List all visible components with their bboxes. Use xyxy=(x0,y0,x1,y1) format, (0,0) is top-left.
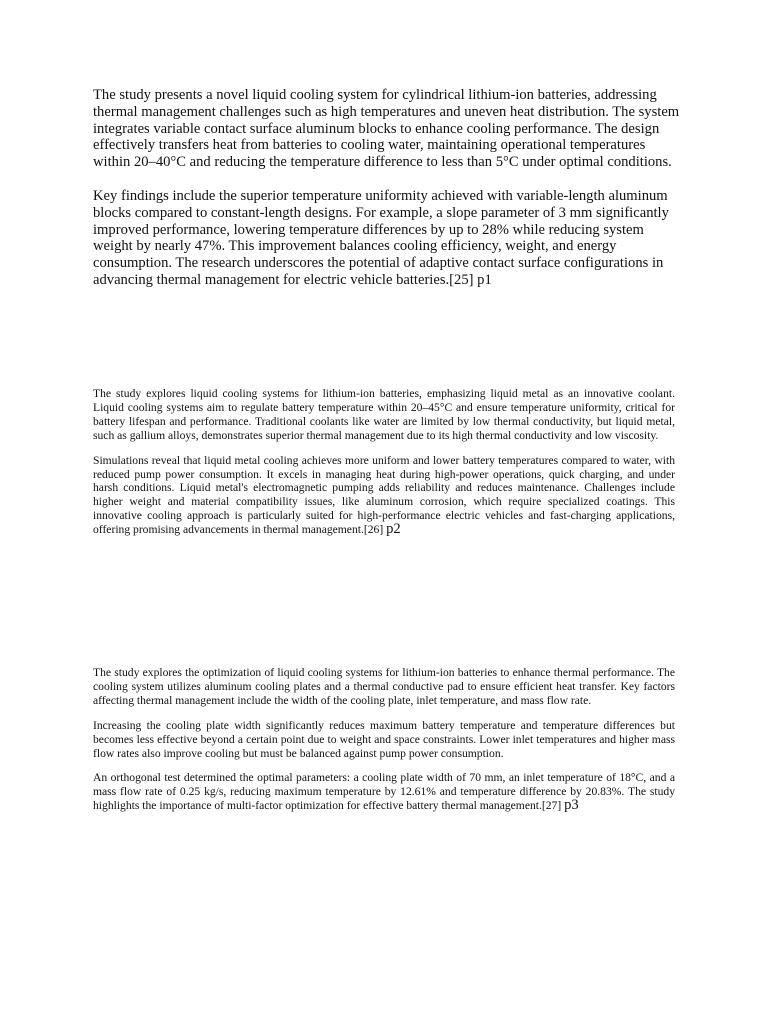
page-marker: p2 xyxy=(386,521,401,538)
paragraph: The study presents a novel liquid cooling system for cylindrical lithium-ion batteries, addressing thermal management challenges such as high temperatures and uneven heat distribution. The system integrates variable contact surface aluminum blocks to enhance cooling performance. The design effectively transfers heat from batteries to cooling water, maintaining operational temperatures within 20–40°C and reducing the temperature difference to less than 5°C under optimal conditions. xyxy=(93,87,680,171)
paragraph xyxy=(93,188,683,289)
paragraph: Increasing the cooling plate width significantly reduces maximum battery temperature and temperature differences but becomes less effective beyond a certain point due to weight and space constraints. Lower inlet temperatures and higher mass flow rates also improve cooling but must be balanced against pump power consumption. xyxy=(93,718,675,760)
paragraph-text: Key findings include the superior temperature uniformity achieved with variable-length aluminum blocks compared to constant-length designs. For example, a slope parameter of 3 mm significantly improved performance, lowering temperature differences by up to 28% while reducing system weight by nearly 47%. This improvement balances cooling efficiency, weight, and energy consumption. The research underscores the potential of adaptive contact surface configurations in advancing thermal management for electric vehicle batteries.[25] xyxy=(93,187,669,288)
paragraph-text: An orthogonal test determined the optimal parameters: a cooling plate width of 70 mm, an inlet temperature of 18°C, and a mass flow rate of 0.25 kg/s, reducing maximum temperature by 12.61% and temperature difference by 20.83%. The study highlights the importance of multi-factor optimization for effective battery thermal management.[27] xyxy=(93,771,675,813)
section-p3 xyxy=(93,666,675,824)
page-marker: p1 xyxy=(477,271,492,288)
paragraph-text: Simulations reveal that liquid metal cooling achieves more uniform and lower battery temperatures compared to water, with reduced pump power consumption. It excels in managing heat during high-power operations, quick charging, and under harsh conditions. Liquid metal's electromagnetic pumping adds reliability and reduces maintenance. Challenges include higher weight and material compatibility issues, like aluminum corrosion, which require specialized coatings. This innovative cooling approach is particularly suited for high-performance electric vehicles and fast-charging applications, offering promising advancements in thermal management.[26] xyxy=(93,453,675,537)
paragraph: The study explores liquid cooling systems for lithium-ion batteries, emphasizing liquid metal as an innovative coolant. Liquid cooling systems aim to regulate battery temperature within 20–45°C and ensure temperature uniformity, critical for battery lifespan and performance. Traditional coolants like water are limited by low thermal conductivity, but liquid metal, such as gallium alloys, demonstrates superior thermal management due to its high thermal conductivity and low viscosity. xyxy=(93,387,675,442)
paragraph xyxy=(93,454,675,537)
section-p1 xyxy=(93,87,683,306)
paragraph xyxy=(93,771,675,813)
section-p2 xyxy=(93,387,675,548)
page-marker: p3 xyxy=(564,797,579,814)
paragraph: The study explores the optimization of liquid cooling systems for lithium-ion batteries to enhance thermal performance. The cooling system utilizes aluminum cooling plates and a thermal conductive pad to ensure efficient heat transfer. Key factors affecting thermal management include the width of the cooling plate, inlet temperature, and mass flow rate. xyxy=(93,666,675,707)
